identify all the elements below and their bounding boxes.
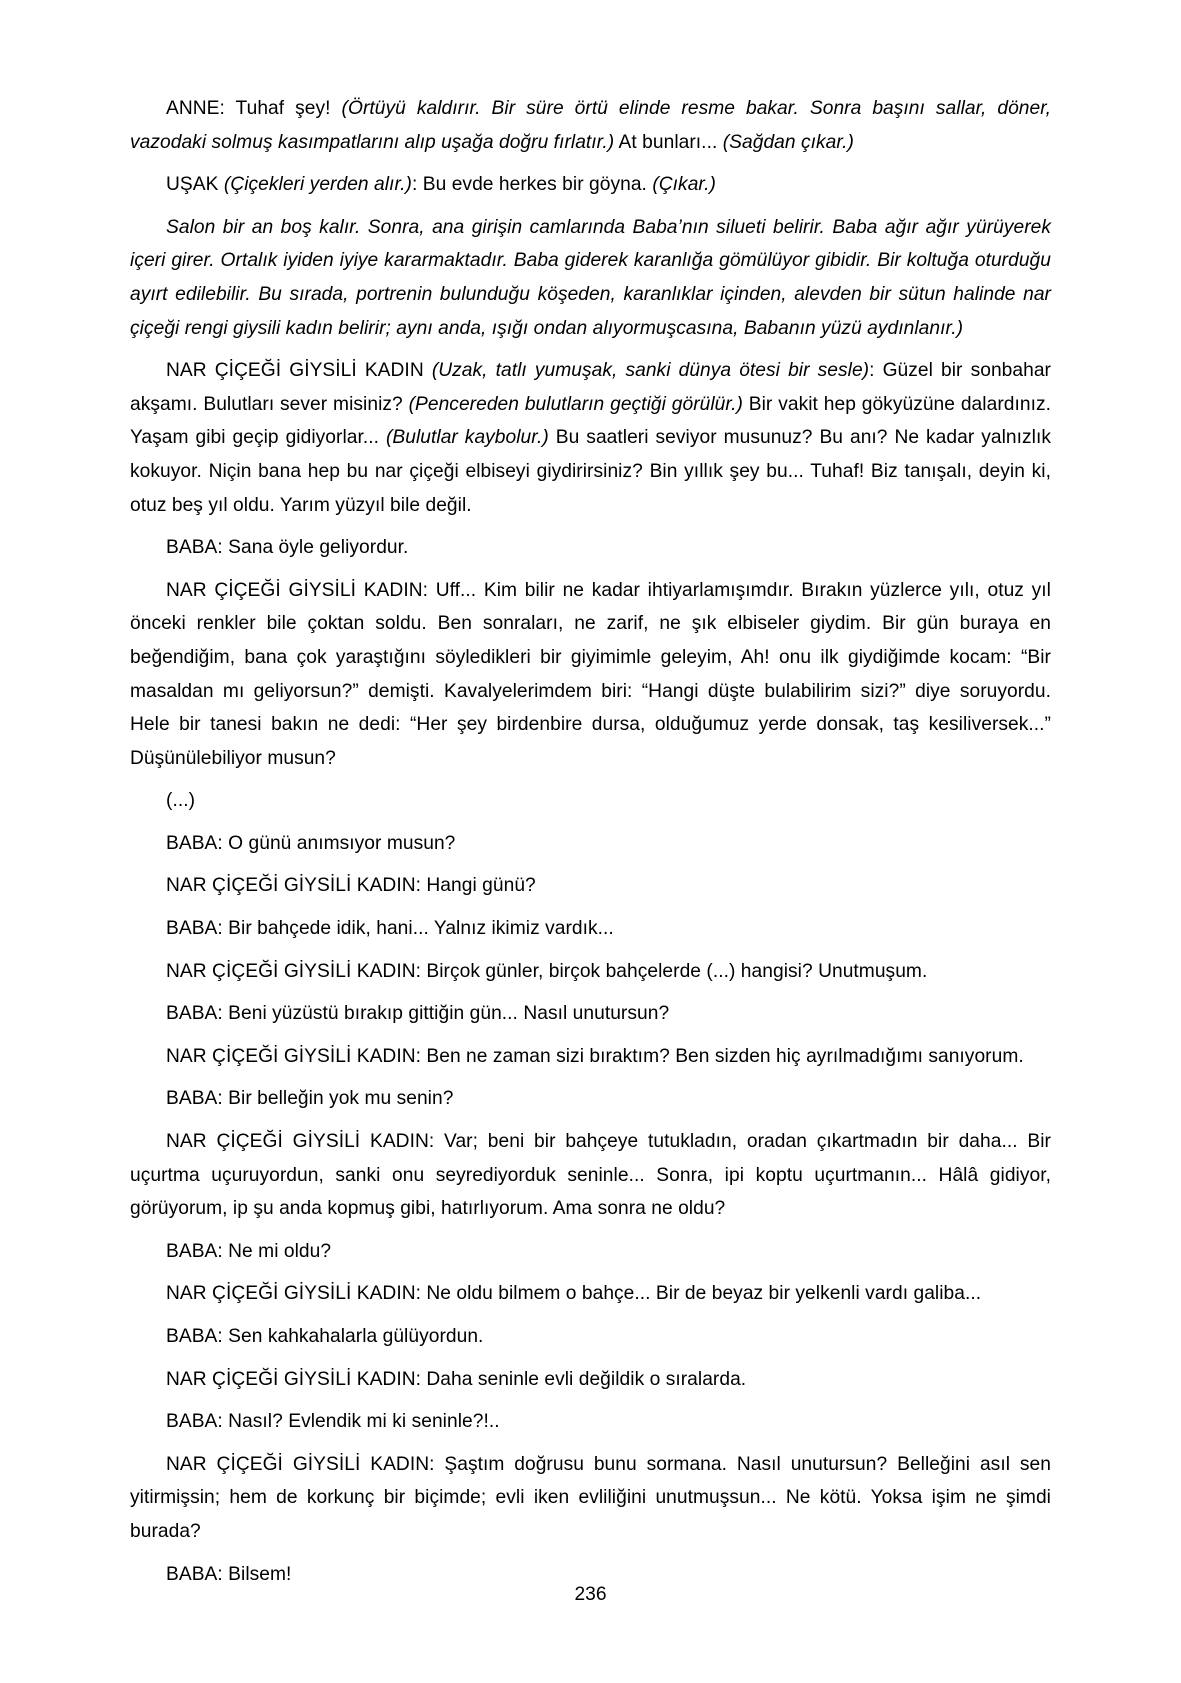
dialogue-text: NAR ÇİÇEĞİ GİYSİLİ KADIN: Daha seninle evli değildik o sıralarda. (166, 1368, 747, 1390)
dialogue-text: NAR ÇİÇEĞİ GİYSİLİ KADIN: Şaştım doğrusu bunu sormana. Nasıl unutursun? Belleğini asıl sen yitirmişsin; hem de korkunç bir biçimde; evli iken evliliğini unutmuşsun... Ne kötü. Yoksa işim ne şimdi burada? (130, 1453, 1051, 1542)
stage-direction: (Bulutlar kaybolur.) (385, 427, 549, 449)
dialogue-text: NAR ÇİÇEĞİ GİYSİLİ KADIN: Birçok günler, birçok bahçelerde (...) hangisi? Unutmuşum. (166, 960, 928, 982)
script-paragraph (130, 997, 1051, 1031)
dialogue-text: : Güzel bir sonbahar akşamı. Bulutları sever misiniz? (130, 360, 1051, 415)
script-paragraph (130, 1040, 1051, 1074)
page-body-text (130, 92, 1051, 1591)
script-paragraph (130, 869, 1051, 903)
dialogue-text: BABA: O günü anımsıyor musun? (166, 832, 456, 854)
script-paragraph (130, 784, 1051, 818)
dialogue-text: NAR ÇİÇEĞİ GİYSİLİ KADIN (166, 360, 432, 382)
script-paragraph (130, 92, 1051, 159)
script-paragraph (130, 1235, 1051, 1269)
dialogue-text: BABA: Bir belleğin yok mu senin? (166, 1088, 454, 1110)
stage-direction: (Çiçekleri yerden alır.) (223, 174, 412, 196)
dialogue-text: Bu saatleri seviyor musunuz? Bu anı? Ne kadar yalnızlık kokuyor. Niçin bana hep bu nar çiçeği elbiseyi giydirirsiniz? Bin yıllık şey bu... Tuhaf! Biz tanışalı, deyin ki, otuz beş yıl oldu. Yarım yüzyıl bile değil. (130, 427, 1051, 516)
dialogue-text: NAR ÇİÇEĞİ GİYSİLİ KADIN: Ne oldu bilmem o bahçe... Bir de beyaz bir yelkenli vardı galiba... (166, 1283, 982, 1305)
script-paragraph (130, 574, 1051, 776)
script-paragraph (130, 168, 1051, 202)
dialogue-text: BABA: Bilsem! (166, 1563, 292, 1585)
dialogue-text: BABA: Nasıl? Evlendik mi ki seninle?!.. (166, 1411, 500, 1433)
dialogue-text: UŞAK (166, 174, 224, 196)
script-paragraph (130, 1363, 1051, 1397)
dialogue-text: Bir vakit hep gökyüzüne dalardınız. Yaşam gibi geçip gidiyorlar... (130, 393, 1051, 449)
script-paragraph (130, 912, 1051, 946)
dialogue-text: BABA: Sen kahkahalarla gülüyordun. (166, 1326, 484, 1347)
dialogue-text: NAR ÇİÇEĞİ GİYSİLİ KADIN: Var; beni bir bahçeye tutukladın, oradan çıkartmadın bir daha... Bir uçurtma uçuruyordun, sanki onu seyrediyorduk seninle... Sonra, ipi koptu uçurtmanın... Hâlâ gidiyor, görüyorum, ip şu anda kopmuş gibi, hatırlıyorum. Ama sonra ne oldu? (130, 1131, 1051, 1220)
script-paragraph (130, 531, 1051, 565)
script-paragraph (130, 955, 1051, 989)
dialogue-text: BABA: Beni yüzüstü bırakıp gittiğin gün... Nasıl unutursun? (166, 1003, 670, 1025)
dialogue-text: (...) (166, 790, 196, 812)
stage-direction: Salon bir an boş kalır. Sonra, ana girişin camlarında Baba’nın silueti belirir. Baba ağır ağır yürüyerek içeri girer. Ortalık iyiden iyiye kararmaktadır. Baba giderek karanlığa gömülüyor gibidir. Bir koltuğa oturduğu ayırt edilebilir. Bu sırada, portrenin bulunduğu köşeden, karanlıklar içinden, alevden bir sütun halinde nar çiçeği rengi giysili kadın belirir; aynı anda, ışığı ondan alıyormuşcasına, Babanın yüzü aydınlanır.) (130, 216, 1051, 339)
script-paragraph (130, 1277, 1051, 1311)
script-paragraph (130, 354, 1051, 522)
dialogue-text: NAR ÇİÇEĞİ GİYSİLİ KADIN: Uff... Kim bilir ne kadar ihtiyarlamışımdır. Bırakın yüzlerce yılı, otuz yıl önceki renkler bile çoktan soldu. Ben sonraları, ne zarif, ne şık elbiseler giydim. Bir gün buraya en beğendiğim, bana çok yaraştığını söyledikleri bir giyimimle geleyim, Ah! onu ilk giydiğimde kocam: “Bir masaldan mı geliyorsun?” demişti. Kavalyelerimdem biri: “Hangi düşte bulabilirim sizi?” diye soruyordu. Hele bir tanesi bakın ne dedi: “Her şey birdenbire dursa, olduğumuz yerde donsak, taş kesiliversek...” Düşünülebiliyor musun? (130, 579, 1051, 769)
dialogue-text: BABA: Ne mi oldu? (166, 1240, 332, 1262)
dialogue-text: ANNE: Tuhaf şey! (166, 98, 342, 119)
stage-direction: (Çıkar.) (652, 174, 716, 196)
dialogue-text: BABA: Sana öyle geliyordur. (166, 537, 409, 559)
page-number: 236 (574, 1584, 607, 1605)
stage-direction: (Örtüyü kaldırır. Bir süre örtü elinde resme bakar. Sonra başını sallar, döner, vazodaki solmuş kasımpatlarını alıp uşağa doğru fırlatır.) (130, 98, 1052, 153)
dialogue-text: BABA: Bir bahçede idik, hani... Yalnız ikimiz vardık... (166, 918, 614, 940)
stage-direction: (Uzak, tatlı yumuşak, sanki dünya ötesi bir sesle) (431, 360, 870, 382)
script-paragraph (130, 211, 1051, 345)
script-paragraph (130, 1125, 1051, 1226)
dialogue-text: : Bu evde herkes bir göyna. (412, 174, 653, 196)
script-paragraph (130, 1320, 1051, 1354)
script-paragraph (130, 1082, 1051, 1116)
script-paragraph (130, 827, 1051, 861)
stage-direction: (Sağdan çıkar.) (722, 131, 854, 153)
dialogue-text: NAR ÇİÇEĞİ GİYSİLİ KADIN: Hangi günü? (166, 875, 536, 897)
stage-direction: (Pencereden bulutların geçtiği görülür.) (408, 393, 743, 415)
dialogue-text: NAR ÇİÇEĞİ GİYSİLİ KADIN: Ben ne zaman sizi bıraktım? Ben sizden hiç ayrılmadığımı sanıyorum. (166, 1045, 1024, 1067)
script-paragraph (130, 1405, 1051, 1439)
dialogue-text: At bunları... (614, 131, 723, 153)
script-paragraph (130, 1448, 1051, 1549)
